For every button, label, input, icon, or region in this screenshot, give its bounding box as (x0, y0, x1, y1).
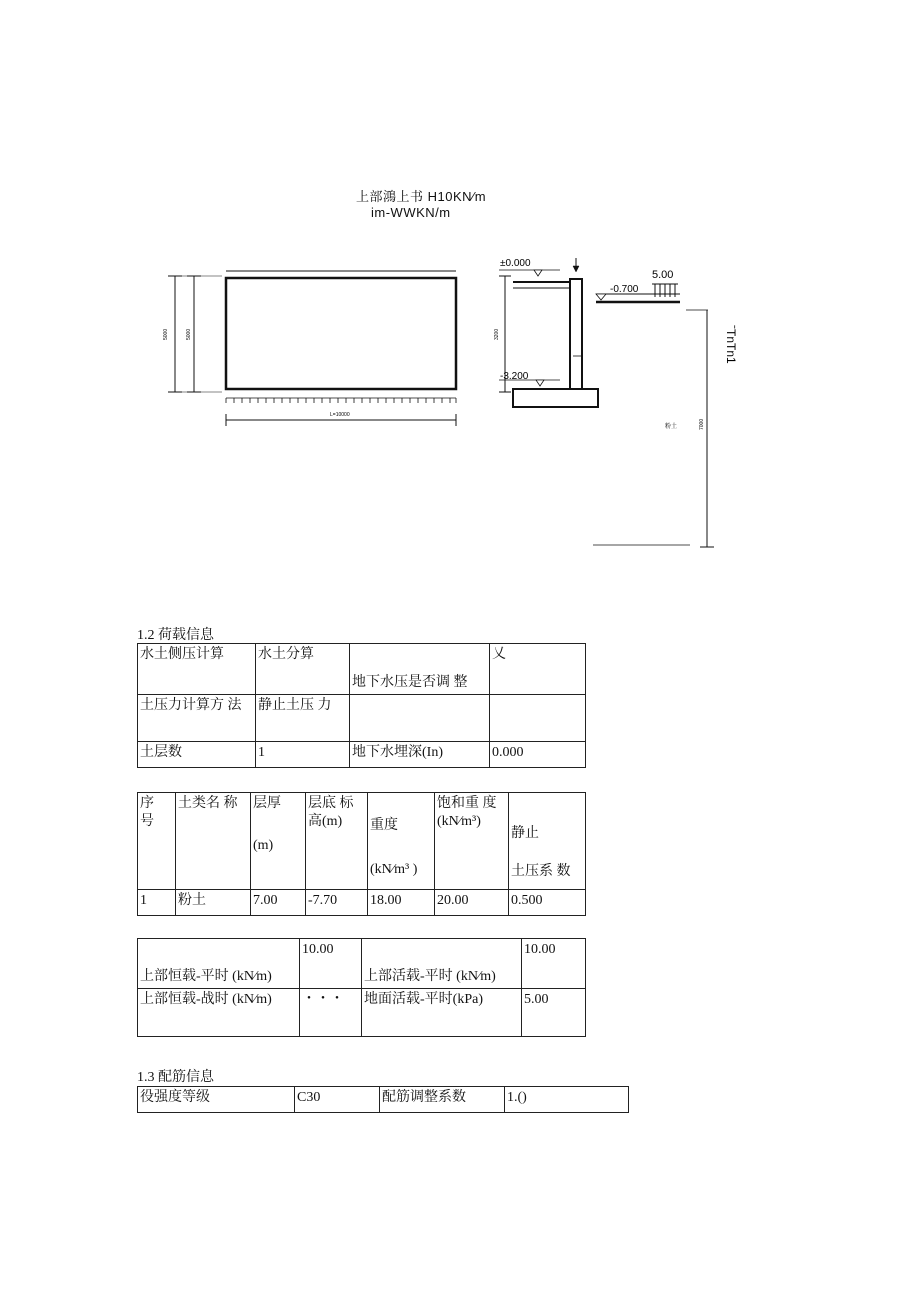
section-heading-load: 1.2 荷载信息 (137, 628, 214, 643)
section-heading-rebar: 1.3 配筋信息 (137, 1070, 214, 1085)
load-value-table (137, 938, 586, 1037)
soil-label: 粉土 (665, 424, 678, 430)
table-cell: 配筋调整系数 (380, 1087, 505, 1113)
water-soil-table (137, 643, 586, 768)
table-cell: 役强度等级 (138, 1087, 295, 1113)
table-cell: 上部恒载-平时 (kN⁄m) (138, 939, 300, 989)
table-cell: 土层数 (138, 742, 256, 768)
table-cell: 静止土压 力 (256, 695, 350, 742)
table-row (138, 644, 586, 695)
table-cell: 地下水压是否调 整 (350, 644, 490, 695)
table-cell: C30 (295, 1087, 380, 1113)
table-row (138, 939, 586, 989)
figure-title-line2: im-WWKN/m (371, 205, 451, 220)
table-cell: 18.00 (368, 890, 435, 916)
table-cell: 1 (256, 742, 350, 768)
table-cell: 7.00 (251, 890, 306, 916)
table-cell: 20.00 (435, 890, 509, 916)
table-row (138, 742, 586, 768)
elev-mid: -0.700 (610, 284, 639, 295)
load-value: 5.00 (652, 269, 674, 281)
plan-dim-inner: 5000 (186, 328, 192, 340)
table-cell: 乂 (490, 644, 586, 695)
header-k0: 静止 土压系 数 (509, 793, 586, 890)
header-index: 序号 (138, 793, 176, 890)
table-cell: ・・・ (300, 989, 362, 1037)
table-cell (350, 695, 490, 742)
table-cell: 水土分算 (256, 644, 350, 695)
table-row (138, 695, 586, 742)
soil-layer-table (137, 792, 586, 916)
table-cell: 10.00 (522, 939, 586, 989)
table-cell: 水土侧压计算 (138, 644, 256, 695)
plan-dim-bottom: L=10000 (330, 412, 350, 418)
table-cell: 1 (138, 890, 176, 916)
elev-bottom: -3.200 (500, 371, 529, 382)
plan-dim-outer: 5000 (163, 328, 169, 340)
table-cell: 土压力计算方 法 (138, 695, 256, 742)
table-cell: 0.000 (490, 742, 586, 768)
table-cell: 粉土 (176, 890, 251, 916)
header-thickness: 层厚 (m) (251, 793, 306, 890)
table-cell: 地下水埋深(In) (350, 742, 490, 768)
ground-hatch (226, 398, 456, 403)
table-header-row (138, 793, 586, 890)
header-soil-name: 土类名 称 (176, 793, 251, 890)
plan-rectangle (226, 278, 456, 389)
table-row (138, 989, 586, 1037)
right-note: ˉTnTn1 (724, 325, 738, 364)
table-cell: 上部活载-平时 (kN⁄m) (362, 939, 522, 989)
figure-title-line1: 上部鴻上书 H10KN⁄m (356, 189, 487, 204)
table-cell: 1.() (505, 1087, 629, 1113)
table-cell: 地面活载-平时(kPa) (362, 989, 522, 1037)
depth-dim: 7000 (699, 418, 705, 430)
table-cell: -7.70 (306, 890, 368, 916)
table-row (138, 890, 586, 916)
wall-dim: 3200 (494, 328, 500, 340)
table-cell: 0.500 (509, 890, 586, 916)
structure-drawing (0, 0, 920, 600)
table-row (138, 1087, 629, 1113)
section-view (499, 258, 714, 547)
plan-view (168, 271, 456, 426)
header-bottom-elev: 层底 标 高(m) (306, 793, 368, 890)
table-cell: 10.00 (300, 939, 362, 989)
table-cell (490, 695, 586, 742)
header-unit-weight: 重度 (kN⁄m³ ) (368, 793, 435, 890)
elev-top: ±0.000 (500, 258, 531, 269)
header-sat-weight: 饱和重 度 (kN⁄m³) (435, 793, 509, 890)
table-cell: 5.00 (522, 989, 586, 1037)
table-cell: 上部恒载-战时 (kN⁄m) (138, 989, 300, 1037)
rebar-table (137, 1086, 629, 1113)
